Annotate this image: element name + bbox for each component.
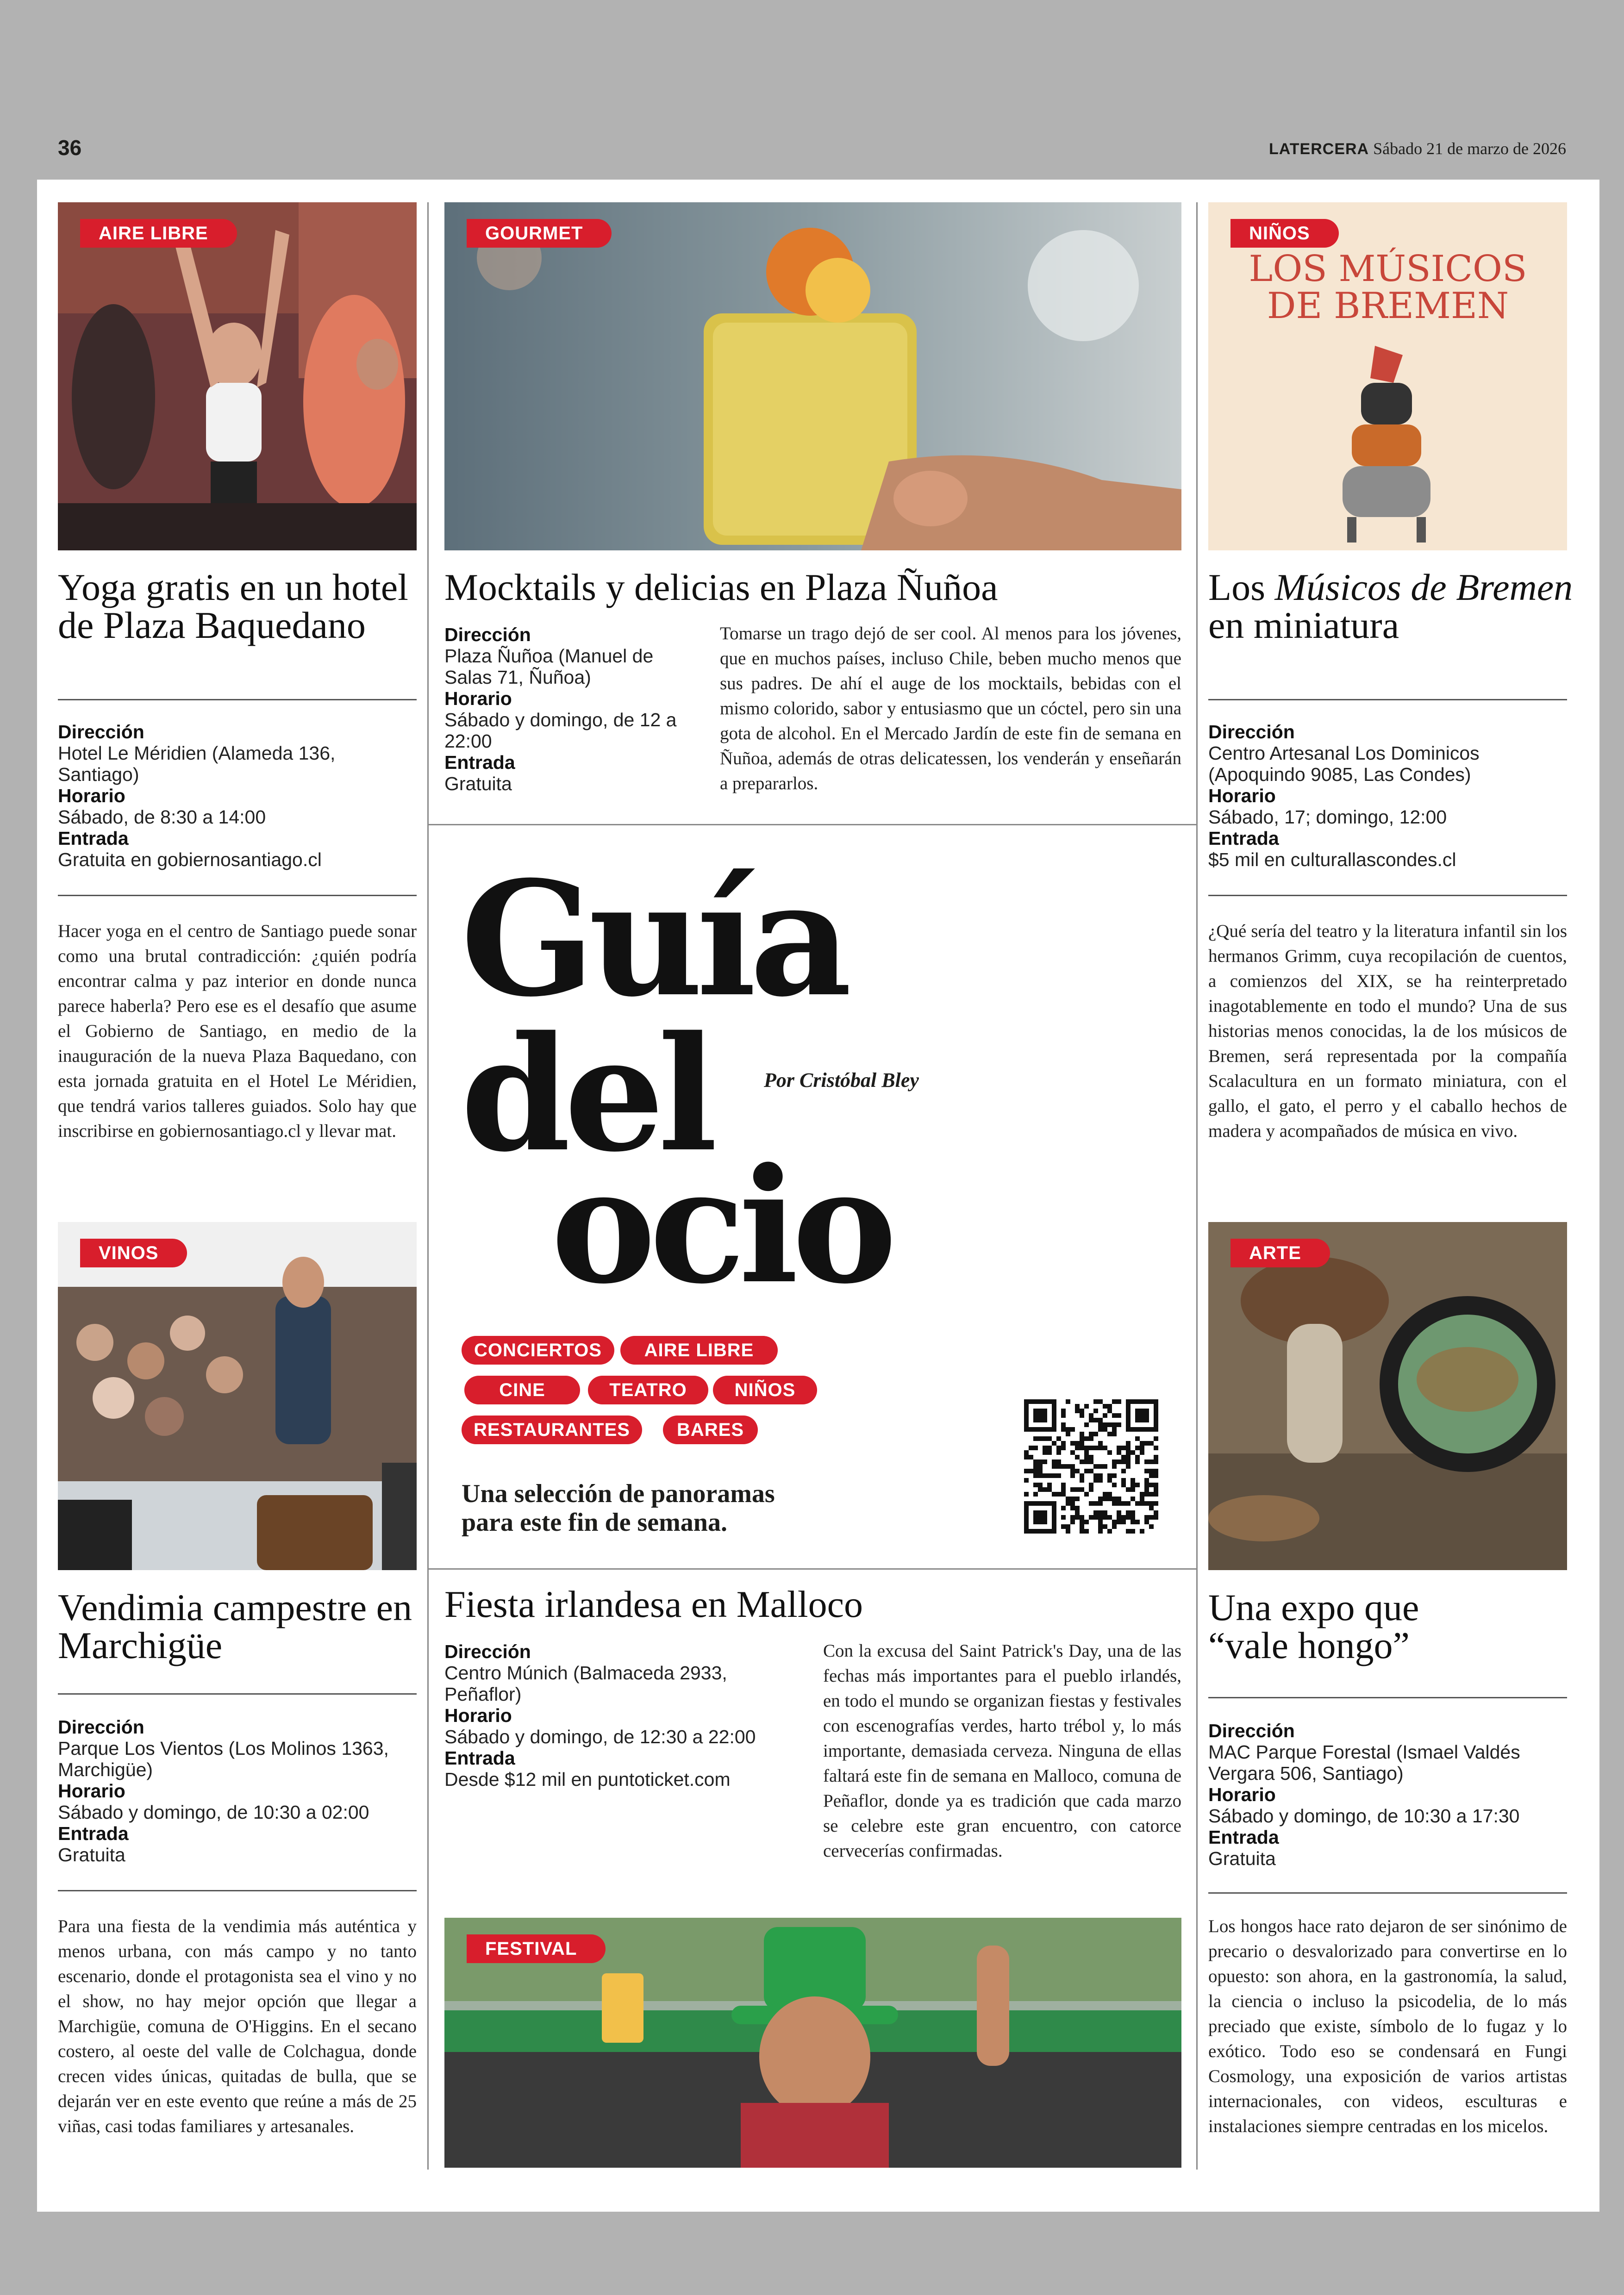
- schedule-label: Horario: [1208, 785, 1276, 806]
- category-tag: VINOS: [80, 1239, 187, 1267]
- yoga-photo: [58, 202, 417, 550]
- category-tag: AIRE LIBRE: [80, 219, 237, 248]
- address-label: Dirección: [444, 1641, 531, 1662]
- poster-title-line1: LOS MÚSICOS: [1249, 248, 1527, 290]
- address-label: Dirección: [58, 721, 144, 742]
- guide-title-line2: del: [461, 1002, 712, 1187]
- schedule-label: Horario: [444, 1705, 512, 1726]
- schedule-label: Horario: [1208, 1784, 1276, 1805]
- category-pill-ninos[interactable]: NIÑOS: [713, 1376, 817, 1404]
- section-divider: [427, 1568, 1198, 1570]
- article-body: ¿Qué sería del teatro y la literatura infantil sin los hermanos Grimm, cuya recopilación de cuentos, a comienzos del XIX, se ha reinterpretado inagotablemente en todo el mundo? Una de sus historias menos conocidas, la de los músicos de Bremen, será representada por la compañía Scalacultura en un formato miniatura, con el gallo, el gato, el perro y el caballo hechos de madera y acompañados de música en vivo.: [1208, 921, 1567, 1141]
- category-pill-aire-libre[interactable]: AIRE LIBRE: [620, 1336, 778, 1365]
- article-body: Para una fiesta de la vendimia más auténtica y menos urbana, con más campo y no tanto escenario, donde el protagonista sea el vino y no el show, no hay mejor opción que llegar a Marchigüe, comuna de O'Higgins. En el secano costero, al oeste del valle de Colchagua, donde crecen vides únicas, quitadas de bulla, que se dejarán ver en este evento que reúne a más de 25 viñas, casi todas familiares y artesanales.: [58, 1916, 417, 2136]
- schedule-label: Horario: [444, 688, 512, 709]
- entry-value: Gratuita: [1208, 1848, 1276, 1869]
- article-title: Los Músicos de Bremen en miniatura: [1208, 566, 1573, 646]
- category-pill-restaurantes[interactable]: RESTAURANTES: [462, 1416, 642, 1444]
- article-body: Tomarse un trago dejó de ser cool. Al menos para los jóvenes, que en muchos países, incluso Chile, beben mucho menos que sus padres. De ahí el auge de los mocktails, bebidas con el mismo colorido, sabor y entusiasmo que un cóctel, pero sin una gota de alcohol. En el Mercado Jardín de este fin de semana en Ñuñoa, además de otras delicatessen, los venderán y enseñarán a prepararlos.: [720, 624, 1181, 793]
- article-body: Los hongos hace rato dejaron de ser sinónimo de precario o desvalorizado para convertirse en lo opuesto: son ahora, en la gastronomía, la salud, la ciencia o incluso la psicodelia, de lo más preciado que existe, símbolo de lo fugaz y lo exótico. Todo eso se condensará en Fungi Cosmology, una exposición de varios artistas internacionales, con videos, esculturas e instalaciones siempre centradas en los micelos.: [1208, 1916, 1567, 2136]
- title-rule: [58, 1693, 417, 1695]
- entry-label: Entrada: [58, 1823, 129, 1844]
- article-title: Mocktails y delicias en Plaza Ñuñoa: [444, 566, 998, 608]
- schedule-label: Horario: [58, 1780, 125, 1802]
- article-body: Con la excusa del Saint Patrick's Day, una de las fechas más importantes para el pueblo irlandés, en todo el mundo se organizan fiestas y festivales con escenografías verdes, harto trébol y, lo más importante, demasiada cerveza. Ninguna de ellas faltará este fin de semana en Malloco, comuna de Peñaflor, donde ya es tradición que cada marzo se celebre este gran encuentro, con catorce cervecerías confirmadas.: [823, 1641, 1181, 1861]
- article-title: Vendimia campestre en Marchigüe: [58, 1586, 412, 1666]
- event-info: [58, 721, 417, 870]
- entry-label: Entrada: [1208, 1827, 1279, 1848]
- schedule-label: Horario: [58, 785, 125, 806]
- info-rule: [1208, 1892, 1567, 1894]
- address-value: Centro Artesanal Los Dominicos (Apoquindo 9085, Las Condes): [1208, 742, 1480, 785]
- guide-title-line1: Guía: [461, 847, 846, 1032]
- address-label: Dirección: [58, 1716, 144, 1738]
- entry-value: Gratuita: [444, 773, 512, 794]
- category-tag: FESTIVAL: [467, 1934, 606, 1963]
- event-info: [1208, 721, 1567, 870]
- brand-name: LATERCERA: [1268, 140, 1369, 158]
- entry-value: $5 mil en culturallascondes.cl: [1208, 849, 1456, 870]
- address-value: Centro Múnich (Balmaceda 2933, Peñaflor): [444, 1662, 727, 1705]
- address-label: Dirección: [444, 624, 531, 645]
- schedule-value: Sábado y domingo, de 12 a 22:00: [444, 709, 677, 752]
- article-body: Hacer yoga en el centro de Santiago puede sonar como una brutal contradicción: ¿quién podría encontrar calma y paz interior en donde nunca parece haberla? Pero ese es el desafío que asume el Gobierno de Santiago, en medio de la inauguración de la nueva Plaza Baquedano, con esta jornada gratuita en el Hotel Le Méridien, que tendrá varios talleres guiados. Solo hay que inscribirse en gobiernosantiago.cl y llevar mat.: [58, 921, 417, 1141]
- schedule-value: Sábado y domingo, de 10:30 a 02:00: [58, 1802, 369, 1823]
- entry-label: Entrada: [58, 828, 129, 849]
- entry-value: Gratuita en gobiernosantiago.cl: [58, 849, 322, 870]
- entry-value: Gratuita: [58, 1844, 125, 1865]
- article-title: Fiesta irlandesa en Malloco: [444, 1583, 863, 1625]
- address-value: Plaza Ñuñoa (Manuel de Salas 71, Ñuñoa): [444, 645, 654, 688]
- event-info: [444, 624, 685, 794]
- mocktail-photo: [444, 202, 1181, 550]
- poster-image: [1208, 202, 1567, 550]
- event-info: [58, 1716, 417, 1865]
- title-rule: [1208, 1697, 1567, 1698]
- issue-date: Sábado 21 de marzo de 2026: [1373, 139, 1566, 158]
- info-rule: [58, 895, 417, 896]
- entry-value: Desde $12 mil en puntoticket.com: [444, 1769, 731, 1790]
- category-tag: ARTE: [1230, 1239, 1330, 1267]
- column-divider: [1196, 202, 1198, 2170]
- category-pill-cine[interactable]: CINE: [464, 1376, 580, 1404]
- section-divider: [427, 824, 1198, 825]
- category-tag: NIÑOS: [1230, 219, 1339, 248]
- event-info: [444, 1641, 768, 1790]
- entry-label: Entrada: [1208, 828, 1279, 849]
- title-rule: [58, 699, 417, 700]
- schedule-value: Sábado y domingo, de 12:30 a 22:00: [444, 1726, 756, 1747]
- category-tag: GOURMET: [467, 219, 612, 248]
- address-value: MAC Parque Forestal (Ismael Valdés Vergara 506, Santiago): [1208, 1741, 1520, 1784]
- category-pill-bares[interactable]: BARES: [663, 1416, 758, 1444]
- info-rule: [58, 1890, 417, 1891]
- schedule-value: Sábado, 17; domingo, 12:00: [1208, 806, 1447, 828]
- poster-title-line2: DE BREMEN: [1267, 285, 1509, 327]
- article-title: Una expo que “vale hongo”: [1208, 1586, 1419, 1666]
- address-label: Dirección: [1208, 721, 1295, 742]
- info-rule: [1208, 895, 1567, 896]
- column-divider: [427, 202, 429, 2170]
- hongo-photo: [1208, 1222, 1567, 1570]
- category-pill-teatro[interactable]: TEATRO: [588, 1376, 708, 1404]
- category-pill-conciertos[interactable]: CONCIERTOS: [462, 1336, 614, 1365]
- address-label: Dirección: [1208, 1720, 1295, 1741]
- entry-label: Entrada: [444, 1747, 515, 1769]
- vendimia-photo: [58, 1222, 417, 1570]
- qr-code[interactable]: [1024, 1399, 1158, 1534]
- guide-title-line3: ocio: [551, 1134, 891, 1319]
- festival-photo: [444, 1918, 1181, 2168]
- byline: Por Cristóbal Bley: [764, 1069, 919, 1091]
- title-rule: [1208, 699, 1567, 700]
- schedule-value: Sábado y domingo, de 10:30 a 17:30: [1208, 1805, 1520, 1827]
- entry-label: Entrada: [444, 752, 515, 773]
- schedule-value: Sábado, de 8:30 a 14:00: [58, 806, 266, 828]
- guide-subtitle: Una selección de panoramas para este fin de semana.: [462, 1479, 775, 1537]
- masthead: [1269, 139, 1566, 158]
- event-info: [1208, 1720, 1567, 1869]
- page-number: 36: [58, 136, 82, 160]
- address-value: Parque Los Vientos (Los Molinos 1363, Marchigüe): [58, 1738, 389, 1780]
- article-title: Yoga gratis en un hotel de Plaza Baquedano: [58, 566, 408, 646]
- address-value: Hotel Le Méridien (Alameda 136, Santiago): [58, 742, 336, 785]
